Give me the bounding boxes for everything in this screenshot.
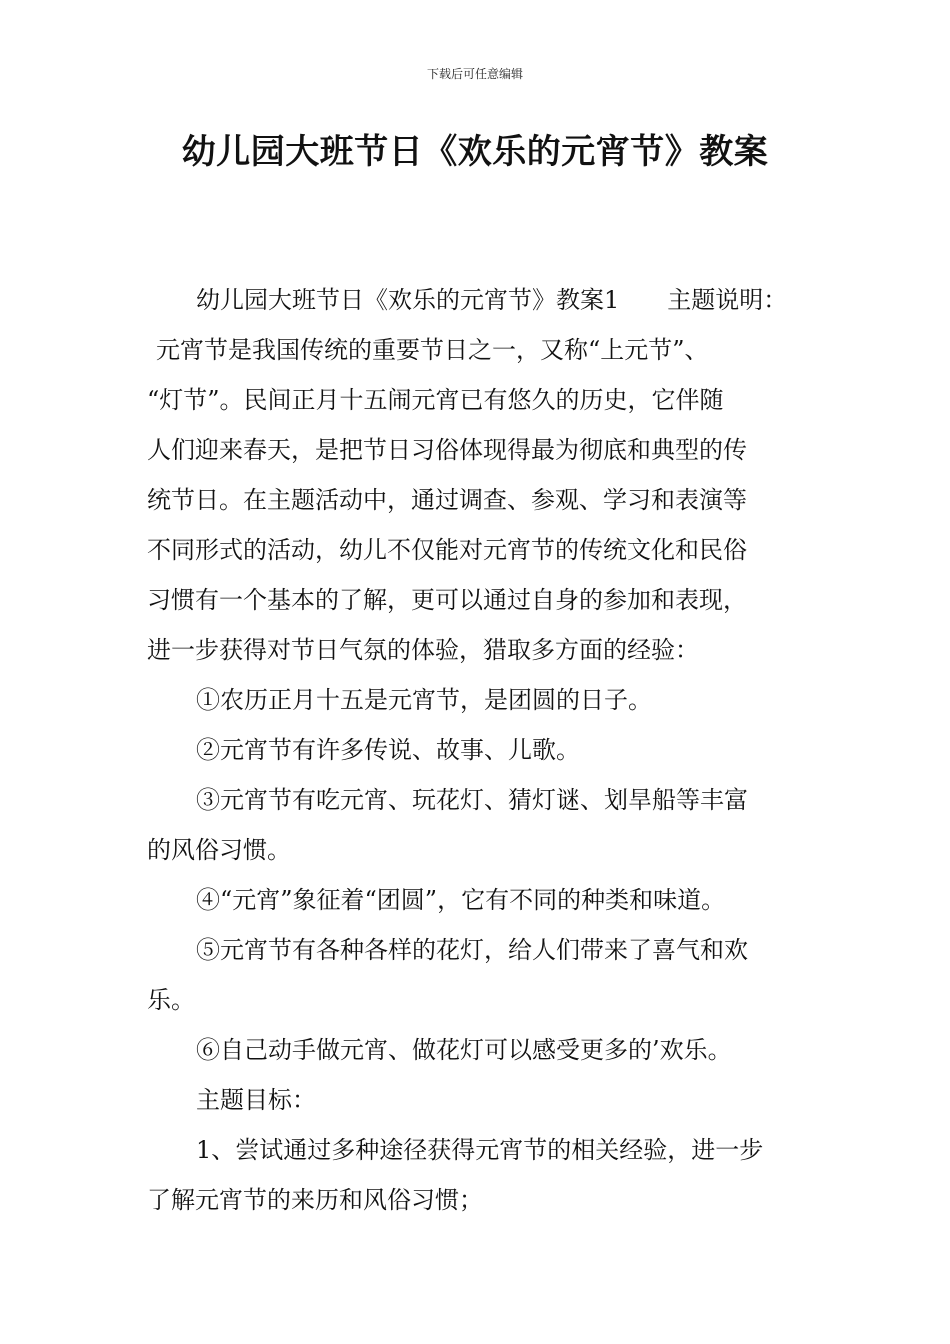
- document-title: 幼儿园大班节日《欢乐的元宵节》教案: [181, 132, 769, 172]
- paragraph-line: 元宵节是我国传统的重要节日之一，又称“上元节”、: [156, 336, 709, 364]
- list-item-continuation: 了解元宵节的来历和风俗习惯；: [147, 1186, 483, 1214]
- list-item: ③元宵节有吃元宵、玩花灯、猜灯谜、划旱船等丰富: [196, 786, 748, 814]
- list-item-continuation: 的风俗习惯。: [147, 836, 291, 864]
- intro-label: 主题说明：: [667, 286, 788, 314]
- list-item: ①农历正月十五是元宵节，是团圆的日子。: [196, 686, 652, 714]
- header-note: 下载后可任意编辑: [426, 67, 523, 81]
- list-item: ⑤元宵节有各种各样的花灯，给人们带来了喜气和欢: [196, 936, 748, 964]
- intro-title: 幼儿园大班节日《欢乐的元宵节》教案1: [196, 286, 620, 314]
- list-item: ⑥自己动手做元宵、做花灯可以感受更多的’欢乐。: [196, 1036, 732, 1064]
- paragraph-line: 不同形式的活动，幼儿不仅能对元宵节的传统文化和民俗: [147, 536, 747, 564]
- paragraph-line: 进一步获得对节日气氛的体验，猎取多方面的经验：: [147, 636, 699, 664]
- section-heading: 主题目标：: [196, 1086, 316, 1114]
- paragraph-line: “灯节”。民间正月十五闹元宵已有悠久的历史，它伴随: [147, 386, 724, 414]
- paragraph-line: 统节日。在主题活动中，通过调查、参观、学习和表演等: [147, 486, 747, 514]
- intro-line: [196, 284, 787, 316]
- list-item: ②元宵节有许多传说、故事、儿歌。: [196, 736, 580, 764]
- list-item: 1、尝试通过多种途径获得元宵节的相关经验，进一步: [196, 1136, 764, 1164]
- paragraph-line: 习惯有一个基本的了解，更可以通过自身的参加和表现，: [147, 586, 747, 614]
- list-item: ④“元宵”象征着“团圆”，它有不同的种类和味道。: [196, 886, 726, 914]
- list-item-continuation: 乐。: [147, 986, 195, 1014]
- paragraph-line: 人们迎来春天，是把节日习俗体现得最为彻底和典型的传: [147, 436, 747, 464]
